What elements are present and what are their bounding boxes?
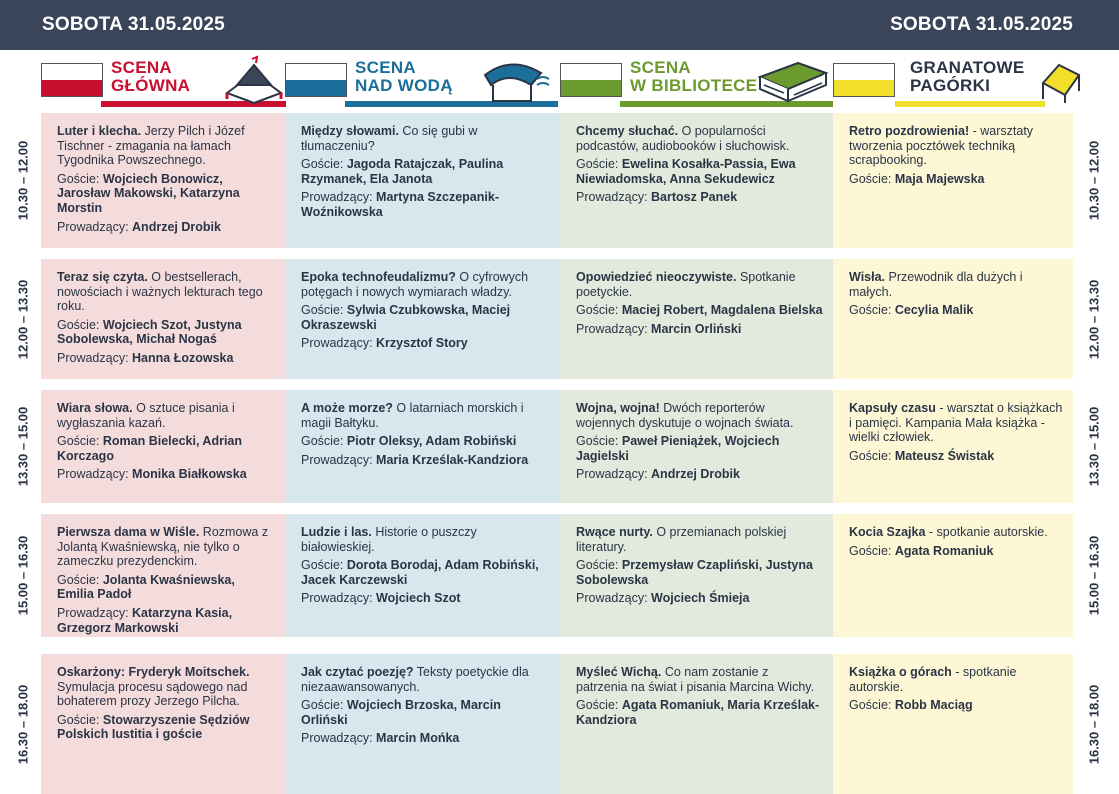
event-cell xyxy=(560,259,833,379)
event-cell xyxy=(41,654,285,794)
event-cell xyxy=(285,654,560,794)
time-label: 12.00 – 13.30 xyxy=(1086,279,1102,359)
host-label: Prowadzący: xyxy=(301,591,377,606)
event-cell xyxy=(285,390,560,503)
event-desc: O przemianach polskiej literatury. xyxy=(576,525,787,554)
guests-label: Goście: xyxy=(576,157,622,172)
guests-names: Jolanta Kwaśniewska, Emilia Padoł xyxy=(57,572,235,602)
guests-names: Maciej Robert, Magdalena Bielska xyxy=(621,303,823,318)
scene-title-line2: PAGÓRKI xyxy=(910,76,991,95)
event-host xyxy=(576,322,823,337)
event-desc: O cyfrowych potęgach i nowych wymiarach władzy. xyxy=(301,270,529,299)
event-desc: O popularności podcastów, audiobooków i słuchowisk. xyxy=(576,124,790,153)
event-desc: Co nam zostanie z patrzenia na świat i pisania Marcina Wichy. xyxy=(576,665,815,694)
event-cell xyxy=(833,514,1073,637)
event-cell xyxy=(833,259,1073,379)
event-cell xyxy=(41,514,285,637)
event-description xyxy=(576,124,823,153)
scene-title-line1: SCENA xyxy=(630,58,692,77)
event-title: Ludzie i las. xyxy=(301,525,372,539)
guests-label: Goście: xyxy=(301,434,347,449)
guests-names: Agata Romaniuk, Maria Krześlak-Kandziora xyxy=(576,698,820,727)
event-cell xyxy=(560,113,833,248)
event-guests xyxy=(576,558,823,587)
event-desc: - warsztat o książkach i pamięci. Kampania Mała książka - wielki człowiek. xyxy=(849,401,1063,445)
event-desc: - spotkanie autorskie. xyxy=(925,525,1048,539)
event-desc: Teksty poetyckie dla niezaawansowanych. xyxy=(301,665,529,694)
scene-title-line2: GŁÓWNA xyxy=(111,76,191,95)
host-label: Prowadzący: xyxy=(57,467,133,482)
guests-label: Goście: xyxy=(849,448,895,463)
event-desc: Co się gubi w tłumaczeniu? xyxy=(301,124,478,153)
host-name: Andrzej Drobik xyxy=(132,219,221,234)
event-host xyxy=(301,336,550,351)
guests-label: Goście: xyxy=(576,558,622,573)
event-cell xyxy=(41,259,285,379)
event-description xyxy=(57,665,275,709)
event-desc: O latarniach morskich i magii Bałtyku. xyxy=(301,401,524,430)
host-name: Bartosz Panek xyxy=(651,190,738,205)
event-description xyxy=(57,525,275,569)
host-label: Prowadzący: xyxy=(57,350,133,365)
event-cell xyxy=(285,259,560,379)
guests-names: Wojciech Szot, Justyna Sobolewska, Michał Nogaś xyxy=(57,317,242,347)
event-description xyxy=(576,525,823,554)
event-title: Chcemy słuchać. xyxy=(576,124,679,138)
guests-names: Cecylia Malik xyxy=(894,303,974,318)
event-title: Rwące nurty. xyxy=(576,525,653,539)
event-title: Wiara słowa. xyxy=(57,401,133,415)
event-description xyxy=(301,124,550,153)
event-guests xyxy=(849,698,1063,713)
guests-label: Goście: xyxy=(301,698,347,713)
host-label: Prowadzący: xyxy=(576,190,652,205)
event-guests xyxy=(57,573,275,602)
event-host xyxy=(576,467,823,482)
event-description xyxy=(301,525,550,554)
event-host xyxy=(301,591,550,606)
host-name: Maria Krześlak-Kandziora xyxy=(376,452,529,467)
event-guests xyxy=(301,157,550,186)
guests-label: Goście: xyxy=(57,572,103,587)
scene-title-line1: SCENA xyxy=(355,58,417,77)
event-guests xyxy=(576,157,823,186)
event-guests xyxy=(849,449,1063,464)
guests-names: Roman Bielecki, Adrian Korczago xyxy=(57,434,243,463)
host-label: Prowadzący: xyxy=(57,219,133,234)
event-cell xyxy=(285,113,560,248)
guests-label: Goście: xyxy=(849,303,895,318)
guests-label: Goście: xyxy=(849,543,895,558)
event-title: Opowiedzieć nieoczywiste. xyxy=(576,270,737,284)
host-name: Andrzej Drobik xyxy=(651,467,740,482)
event-host xyxy=(301,731,550,746)
scene-header-nad-woda xyxy=(285,55,560,107)
event-host xyxy=(301,190,550,219)
event-host xyxy=(57,606,275,635)
event-desc: Jerzy Pilch i Józef Tischner - zmagania na łamach Tygodnika Powszechnego. xyxy=(57,124,245,168)
guests-label: Goście: xyxy=(57,712,103,727)
time-label: 13.30 – 15.00 xyxy=(15,406,31,487)
event-desc: - warsztaty tworzenia pocztówek techniką scrapbooking. xyxy=(849,124,1034,168)
scene-header-glowna xyxy=(41,55,291,107)
event-host xyxy=(576,190,823,205)
host-name: Wojciech Szot xyxy=(376,591,461,606)
event-host xyxy=(576,591,823,606)
guests-label: Goście: xyxy=(301,558,347,573)
event-guests xyxy=(301,434,550,449)
guests-names: Ewelina Kosałka-Passia, Ewa Niewiadomska, Anna Sekudewicz xyxy=(576,157,796,186)
water-stage-icon xyxy=(481,55,551,105)
guests-names: Piotr Oleksy, Adam Robiński xyxy=(346,434,517,449)
event-title: Teraz się czyta. xyxy=(57,270,148,284)
event-desc: Symulacja procesu sądowego nad bohaterem prozy Jerzego Pilcha. xyxy=(57,679,248,709)
event-cell xyxy=(833,390,1073,503)
date-left: SOBOTA 31.05.2025 xyxy=(42,14,225,35)
event-guests xyxy=(301,558,550,587)
host-name: Marcin Mońka xyxy=(376,731,460,746)
event-cell xyxy=(41,113,285,248)
time-label: 15.00 – 16.30 xyxy=(15,535,31,616)
event-guests xyxy=(301,698,550,727)
event-title: Kapsuły czasu xyxy=(849,401,936,415)
event-description xyxy=(849,665,1063,694)
event-desc: O bestsellerach, nowościach i ważnych lekturach tego roku. xyxy=(57,270,263,314)
event-description xyxy=(849,270,1063,299)
event-description xyxy=(301,401,550,430)
event-cell xyxy=(833,113,1073,248)
guests-names: Jagoda Ratajczak, Paulina Rzymanek, Ela Janota xyxy=(301,157,504,186)
event-cell xyxy=(560,390,833,503)
scene-title-line1: GRANATOWE xyxy=(910,58,1025,77)
event-host xyxy=(57,351,275,366)
event-desc: Dwóch reporterów wojennych dyskutuje o wojnach świata. xyxy=(576,401,794,430)
event-title: Epoka technofeudalizmu? xyxy=(301,270,456,284)
guests-label: Goście: xyxy=(576,698,622,713)
event-cell xyxy=(285,514,560,637)
guests-label: Goście: xyxy=(57,434,103,449)
event-description xyxy=(576,665,823,694)
event-host xyxy=(57,220,275,235)
host-label: Prowadzący: xyxy=(301,336,377,351)
guests-label: Goście: xyxy=(301,303,347,318)
scene-header-granatowe-pagorki xyxy=(833,55,1073,107)
event-guests xyxy=(57,434,275,463)
event-guests xyxy=(576,434,823,463)
host-name: Katarzyna Kasia, Grzegorz Markowski xyxy=(57,605,233,635)
event-cell xyxy=(833,654,1073,794)
event-desc: Historie o puszczy białowieskiej. xyxy=(301,525,477,554)
event-description xyxy=(57,270,275,314)
event-desc: Rozmowa z Jolantą Kwaśniewską, nie tylko o zameczku prezydenckim. xyxy=(57,525,269,569)
event-guests xyxy=(576,303,823,318)
host-label: Prowadzący: xyxy=(576,321,652,336)
guests-names: Stowarzyszenie Sędziów Polskich Iustitia i goście xyxy=(57,712,250,742)
scene-title-line2: W BIBLIOTECE xyxy=(630,76,758,95)
host-label: Prowadzący: xyxy=(301,731,377,746)
event-description xyxy=(57,401,275,430)
guests-names: Agata Romaniuk xyxy=(894,543,994,558)
scene-header-w-bibliotece xyxy=(560,55,835,107)
tent-stage-icon xyxy=(219,55,289,105)
event-description xyxy=(301,665,550,694)
event-title: Kocia Szajka xyxy=(849,525,926,539)
guests-label: Goście: xyxy=(576,434,622,449)
flag-white-green xyxy=(560,63,622,97)
event-title: Między słowami. xyxy=(301,124,399,138)
host-label: Prowadzący: xyxy=(576,591,652,606)
guests-names: Mateusz Świstak xyxy=(894,448,995,463)
flag-white-blue xyxy=(285,63,347,97)
event-title: Oskarżony: Fryderyk Moitschek. xyxy=(57,665,250,679)
event-guests xyxy=(849,303,1063,318)
event-cell xyxy=(560,654,833,794)
scene-underline xyxy=(895,101,1045,107)
event-description xyxy=(301,270,550,299)
event-cell xyxy=(41,390,285,503)
scene-title-line1: SCENA xyxy=(111,58,173,77)
event-title: Jak czytać poezję? xyxy=(301,665,414,679)
guests-names: Wojciech Brzoska, Marcin Orliński xyxy=(301,698,501,727)
guests-names: Maja Majewska xyxy=(894,171,985,186)
host-name: Hanna Łozowska xyxy=(132,350,234,365)
event-guests xyxy=(849,544,1063,559)
host-name: Martyna Szczepanik-Woźnikowska xyxy=(301,190,499,219)
guests-label: Goście: xyxy=(849,171,895,186)
event-desc: O sztuce pisania i wygłaszania kazań. xyxy=(57,401,235,430)
time-label: 12.00 – 13.30 xyxy=(15,279,31,359)
event-desc: - spotkanie autorskie. xyxy=(849,665,1017,694)
guests-label: Goście: xyxy=(576,303,622,318)
event-guests xyxy=(57,172,275,216)
event-host xyxy=(301,453,550,468)
event-title: Luter i klecha. xyxy=(57,124,142,138)
event-guests xyxy=(301,303,550,332)
header-bar xyxy=(0,0,1119,50)
guests-label: Goście: xyxy=(57,171,103,186)
event-description xyxy=(849,124,1063,168)
yellow-tent-icon xyxy=(1041,55,1081,105)
host-name: Krzysztof Story xyxy=(376,336,468,351)
guests-names: Przemysław Czapliński, Justyna Sobolewska xyxy=(576,558,813,587)
host-name: Monika Białkowska xyxy=(132,467,247,482)
time-label: 10.30 – 12.00 xyxy=(15,140,31,221)
event-guests xyxy=(57,713,275,742)
guests-names: Paweł Pieniążek, Wojciech Jagielski xyxy=(576,434,780,463)
event-description xyxy=(57,124,275,168)
host-name: Wojciech Śmieja xyxy=(651,591,750,606)
guests-names: Robb Maciąg xyxy=(894,698,973,713)
guests-label: Goście: xyxy=(57,317,103,332)
event-cell xyxy=(560,514,833,637)
flag-white-red xyxy=(41,63,103,97)
guests-names: Sylwia Czubkowska, Maciej Okraszewski xyxy=(301,303,511,332)
event-description xyxy=(576,270,823,299)
host-label: Prowadzący: xyxy=(576,467,652,482)
time-label: 16.30 – 18.00 xyxy=(1086,684,1102,764)
event-description xyxy=(849,401,1063,445)
date-right: SOBOTA 31.05.2025 xyxy=(890,14,1073,35)
event-guests xyxy=(57,318,275,347)
event-title: Pierwsza dama w Wiśle. xyxy=(57,525,200,539)
time-label: 15.00 – 16.30 xyxy=(1086,535,1102,616)
host-label: Prowadzący: xyxy=(301,452,377,467)
event-host xyxy=(57,467,275,482)
host-label: Prowadzący: xyxy=(57,605,133,620)
host-label: Prowadzący: xyxy=(301,190,377,205)
event-title: Retro pozdrowienia! xyxy=(849,124,970,138)
flag-white-yellow xyxy=(833,63,895,97)
event-title: Książka o górach xyxy=(849,665,952,679)
event-desc: Przewodnik dla dużych i małych. xyxy=(849,270,1023,299)
event-description xyxy=(849,525,1063,540)
event-guests xyxy=(576,698,823,727)
time-label: 10.30 – 12.00 xyxy=(1086,140,1102,221)
event-description xyxy=(576,401,823,430)
event-title: Wojna, wojna! xyxy=(576,401,660,415)
event-title: Wisła. xyxy=(849,270,886,284)
time-label: 16.30 – 18.00 xyxy=(15,684,31,764)
library-building-icon xyxy=(758,55,828,105)
event-title: A może morze? xyxy=(301,401,393,415)
guests-names: Wojciech Bonowicz, Jarosław Makowski, Katarzyna Morstin xyxy=(57,171,240,215)
event-desc: Spotkanie poetyckie. xyxy=(576,270,796,299)
event-guests xyxy=(849,172,1063,187)
time-label: 13.30 – 15.00 xyxy=(1086,406,1102,487)
host-name: Marcin Orliński xyxy=(651,321,742,336)
event-title: Myśleć Wichą. xyxy=(576,665,662,679)
guests-label: Goście: xyxy=(301,157,347,172)
guests-label: Goście: xyxy=(849,698,895,713)
scene-title-line2: NAD WODĄ xyxy=(355,76,453,95)
guests-names: Dorota Borodaj, Adam Robiński, Jacek Karczewski xyxy=(301,558,539,587)
